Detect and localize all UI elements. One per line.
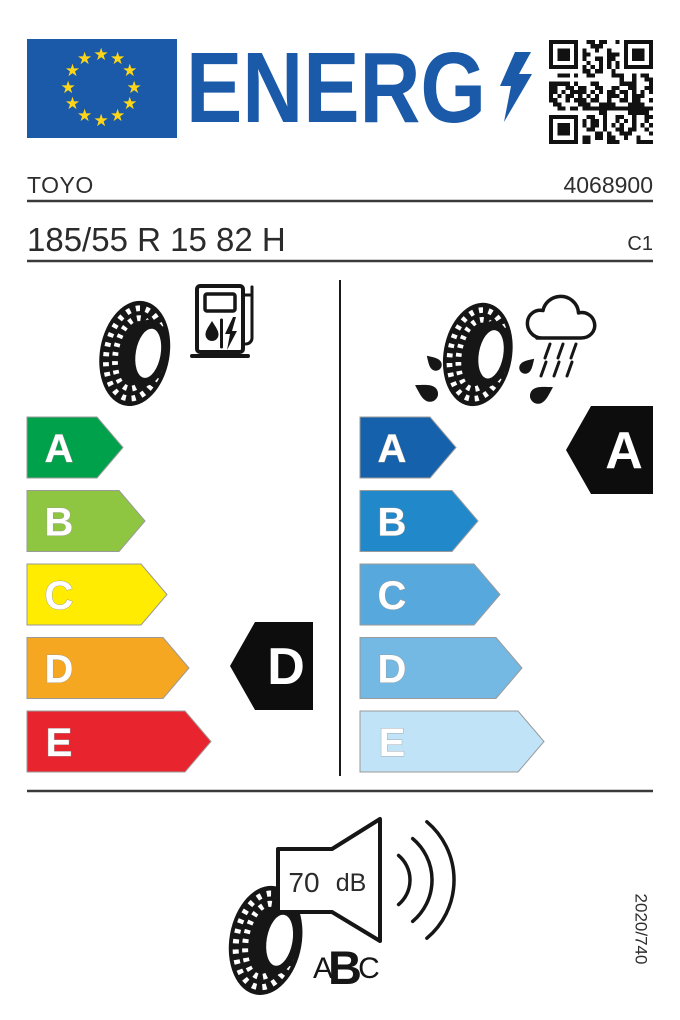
wet-grade-b-letter: B [377, 500, 407, 545]
eu-star-icon: ★ [122, 61, 138, 80]
fuel-pump-icon [192, 286, 252, 356]
fuel-grade-e-letter: E [45, 721, 73, 765]
eu-star-icon: ★ [110, 48, 126, 68]
regulation-number: 2020/740 [631, 893, 651, 965]
fuel-grade-c-letter: C [44, 574, 74, 618]
noise-unit: dB [335, 869, 367, 897]
noise-class-b-selected: B [328, 941, 362, 994]
eu-star-icon: ★ [110, 106, 126, 126]
lightning-bolt-icon [500, 52, 532, 122]
wet-grade-c-letter: C [377, 574, 407, 618]
energ-logo-text: ENERG [186, 32, 486, 144]
eu-star-icon: ★ [77, 48, 93, 68]
eu-star-icon: ★ [93, 44, 109, 64]
fuel-grade-b-letter: B [44, 500, 74, 545]
tire-icon [91, 295, 178, 412]
eu-star-icon: ★ [60, 77, 76, 97]
tire-dimensions: 185/55 R 15 82 H [27, 221, 286, 258]
eu-star-icon: ★ [93, 110, 109, 130]
fuel-grade-d-letter: D [44, 647, 74, 692]
manufacturer-name: TOYO [27, 172, 94, 198]
fuel-grade-a-letter: A [44, 427, 74, 471]
fuel-rating-letter: D [267, 638, 305, 696]
noise-value: 70 [288, 867, 320, 898]
sound-waves-icon [399, 822, 454, 938]
wet-grade-d-letter: D [377, 647, 407, 692]
tire-wet-icon [435, 297, 520, 412]
wet-grade-a-letter: A [377, 427, 407, 471]
noise-class-a: A [312, 952, 334, 985]
eu-star-icon: ★ [64, 94, 81, 113]
wet-grade-a [360, 417, 456, 478]
eu-star-icon: ★ [64, 61, 81, 80]
eu-star-icon: ★ [77, 106, 93, 126]
fuel-grade-a [27, 417, 123, 478]
rain-cloud-icon [527, 296, 594, 376]
eu-star-icon: ★ [126, 77, 142, 97]
article-number: 4068900 [563, 172, 653, 198]
noise-class-c: C [358, 952, 380, 985]
eu-star-icon: ★ [122, 94, 138, 113]
wet-rating-letter: A [605, 422, 643, 480]
wet-grade-e-letter: E [378, 721, 406, 765]
tire-class: C1 [627, 233, 653, 255]
